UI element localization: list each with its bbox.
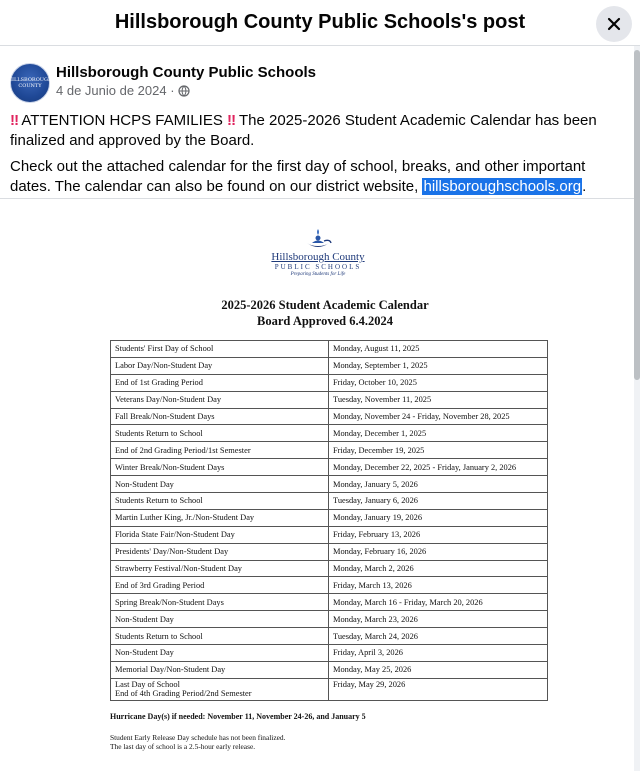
post-date-text: 4 de Junio de 2024 — [56, 83, 167, 98]
close-button[interactable] — [596, 6, 632, 42]
event-cell: Winter Break/Non-Student Days — [111, 459, 329, 476]
last-day-note: The last day of school is a 2.5-hour early release. — [110, 742, 256, 751]
event-cell: Spring Break/Non-Student Days — [111, 594, 329, 611]
early-release-note: Student Early Release Day schedule has not been finalized. — [110, 733, 286, 742]
calendar-image[interactable] — [0, 199, 634, 771]
event-cell: Florida State Fair/Non-Student Day — [111, 526, 329, 543]
logo-name: Hillsborough County — [271, 251, 365, 263]
alert-emoji-icon: ‼ — [227, 112, 236, 129]
table-row — [111, 577, 548, 594]
date-cell: Tuesday, November 11, 2025 — [329, 391, 548, 408]
table-row — [111, 408, 548, 425]
district-website-link[interactable]: hillsboroughschools.org — [423, 178, 582, 195]
table-row — [111, 661, 548, 678]
date-cell: Tuesday, January 6, 2026 — [329, 493, 548, 510]
post — [0, 57, 634, 203]
event-cell — [111, 678, 329, 700]
date-cell: Monday, March 23, 2026 — [329, 611, 548, 628]
date-cell: Monday, May 25, 2026 — [329, 661, 548, 678]
date-cell: Monday, January 19, 2026 — [329, 509, 548, 526]
attention-text: ATTENTION HCPS FAMILIES — [21, 112, 223, 129]
table-row — [111, 611, 548, 628]
date-separator: · — [170, 83, 175, 98]
date-cell: Friday, February 13, 2026 — [329, 526, 548, 543]
lamp-of-learning-icon — [303, 229, 333, 251]
event-cell: Non-Student Day — [111, 645, 329, 662]
table-row — [111, 357, 548, 374]
avatar[interactable] — [7, 63, 53, 103]
table-row — [111, 526, 548, 543]
event-cell: Memorial Day/Non-Student Day — [111, 661, 329, 678]
table-row — [111, 459, 548, 476]
date-cell: Monday, November 24 - Friday, November 28, 2025 — [329, 408, 548, 425]
table-row — [111, 425, 548, 442]
table-row — [111, 560, 548, 577]
post-text — [0, 111, 634, 197]
table-row — [111, 628, 548, 645]
table-row — [111, 442, 548, 459]
event-cell: Labor Day/Non-Student Day — [111, 357, 329, 374]
date-cell: Monday, March 16 - Friday, March 20, 2026 — [329, 594, 548, 611]
event-cell: End of 3rd Grading Period — [111, 577, 329, 594]
table-row — [111, 391, 548, 408]
dialog-title: Hillsborough County Public Schools's post — [114, 11, 526, 33]
event-cell: Students Return to School — [111, 425, 329, 442]
date-cell: Friday, December 19, 2025 — [329, 442, 548, 459]
table-row — [111, 341, 548, 358]
logo-tagline: Preparing Students for Life — [290, 272, 346, 277]
hurricane-note: Hurricane Day(s) if needed: November 11, November 24-26, and January 5 — [110, 712, 366, 721]
event-cell: Fall Break/Non-Student Days — [111, 408, 329, 425]
date-cell: Monday, September 1, 2025 — [329, 357, 548, 374]
event-cell: Students Return to School — [111, 493, 329, 510]
scrollbar-thumb[interactable] — [634, 50, 640, 380]
event-cell: Presidents' Day/Non-Student Day — [111, 543, 329, 560]
post-paragraph-1 — [10, 111, 624, 151]
event-cell: End of 2nd Grading Period/1st Semester — [111, 442, 329, 459]
event-line: End of 4th Grading Period/2nd Semester — [115, 688, 252, 698]
date-cell: Monday, December 1, 2025 — [329, 425, 548, 442]
date-cell: Monday, February 16, 2026 — [329, 543, 548, 560]
date-cell: Monday, March 2, 2026 — [329, 560, 548, 577]
event-cell: Veterans Day/Non-Student Day — [111, 391, 329, 408]
event-cell: Strawberry Festival/Non-Student Day — [111, 560, 329, 577]
district-logo — [270, 229, 366, 278]
table-row — [111, 493, 548, 510]
avatar-logo: HILLSBOROUGH COUNTY — [7, 77, 53, 89]
table-row — [111, 476, 548, 493]
date-cell: Monday, January 5, 2026 — [329, 476, 548, 493]
post-text-body: Check out the attached calendar for the first day of school, breaks, and other important dates. The calendar can also be found on our district website, — [10, 158, 586, 195]
date-cell: Tuesday, March 24, 2026 — [329, 628, 548, 645]
event-cell: Students' First Day of School — [111, 341, 329, 358]
date-cell: Friday, May 29, 2026 — [329, 678, 548, 700]
post-text-rest: The 2025-2026 Student Academic Calendar has been finalized and approved by the Board. — [10, 112, 597, 149]
post-paragraph-2 — [10, 157, 624, 197]
event-cell: Non-Student Day — [111, 611, 329, 628]
event-line: Last Day of School — [115, 679, 180, 689]
date-cell: Monday, December 22, 2025 - Friday, January 2, 2026 — [329, 459, 548, 476]
logo-public-schools: PUBLIC SCHOOLS — [274, 263, 362, 271]
document-title: 2025-2026 Student Academic Calendar — [221, 298, 429, 312]
post-date[interactable] — [56, 83, 316, 99]
dialog-header — [0, 0, 640, 46]
calendar-table — [110, 340, 548, 701]
event-cell: Martin Luther King, Jr./Non-Student Day — [111, 509, 329, 526]
close-icon — [604, 14, 624, 34]
table-row — [111, 678, 548, 700]
alert-emoji-icon: ‼ — [10, 112, 19, 129]
table-row — [111, 645, 548, 662]
date-cell: Monday, August 11, 2025 — [329, 341, 548, 358]
event-cell: Students Return to School — [111, 628, 329, 645]
post-text-end: . — [582, 178, 587, 195]
event-cell: Non-Student Day — [111, 476, 329, 493]
page-name-link[interactable]: Hillsborough County Public Schools — [56, 64, 317, 81]
document-subtitle: Board Approved 6.4.2024 — [257, 314, 393, 328]
date-cell: Friday, April 3, 2026 — [329, 645, 548, 662]
table-row — [111, 374, 548, 391]
table-row — [111, 594, 548, 611]
post-header — [0, 57, 634, 103]
table-row — [111, 543, 548, 560]
globe-icon — [178, 85, 190, 97]
event-cell: End of 1st Grading Period — [111, 374, 329, 391]
date-cell: Friday, March 13, 2026 — [329, 577, 548, 594]
date-cell: Friday, October 10, 2025 — [329, 374, 548, 391]
table-row — [111, 509, 548, 526]
